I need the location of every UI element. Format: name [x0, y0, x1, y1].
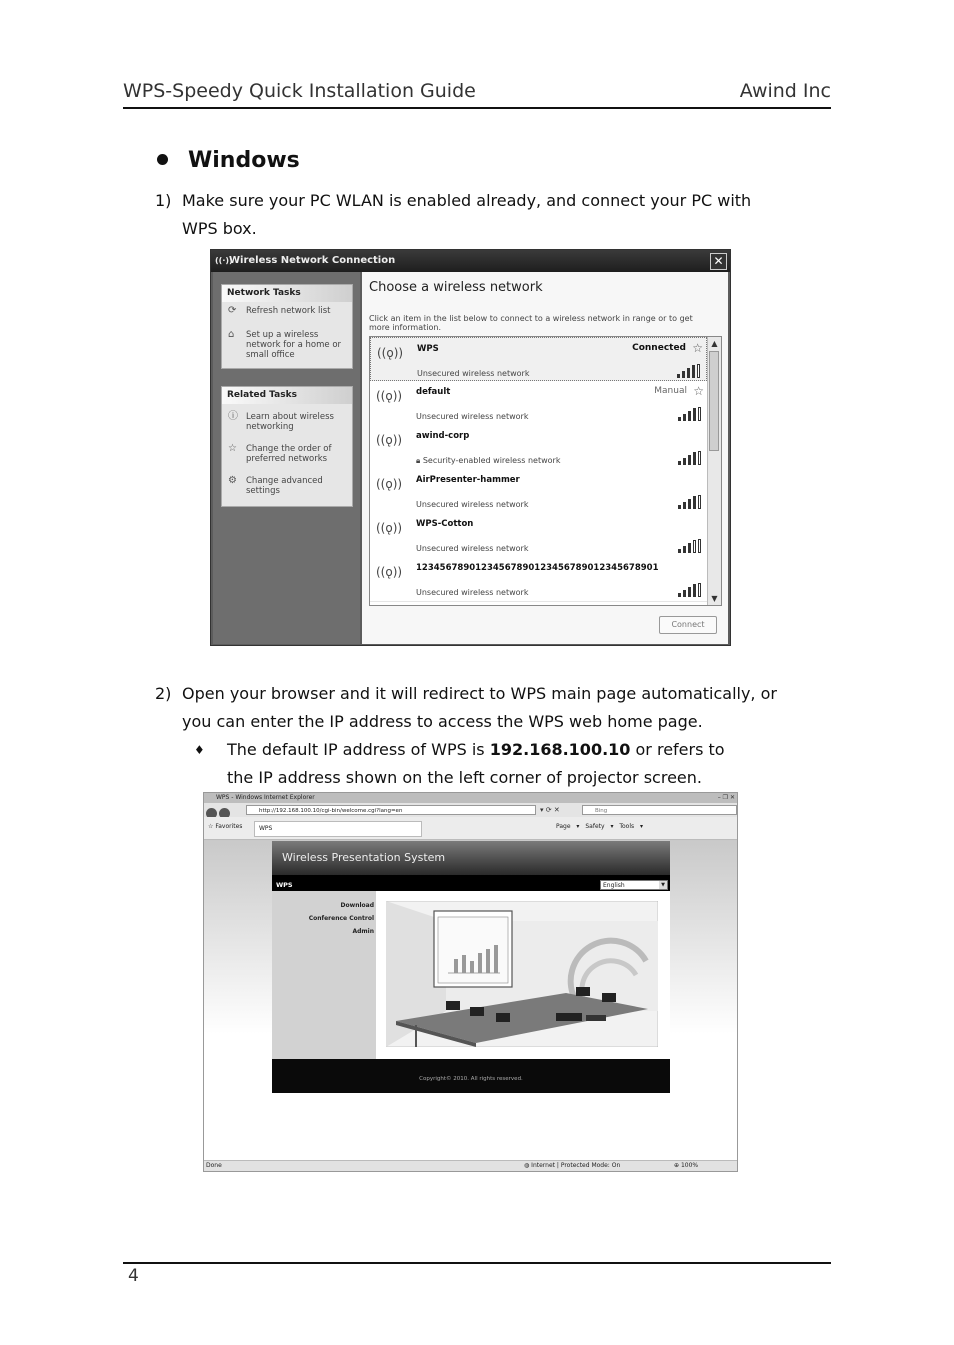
site-banner: Wireless Presentation System — [272, 841, 670, 875]
network-list — [369, 336, 722, 606]
antenna-icon: ((ǫ)) — [377, 346, 404, 360]
network-tasks-panel — [221, 284, 353, 369]
antenna-icon: ((ǫ)) — [376, 433, 403, 447]
signal-strength-icon — [678, 451, 702, 465]
favorites-button[interactable]: ☆ Favorites — [208, 823, 243, 830]
page-number: 4 — [128, 1266, 139, 1286]
network-pane — [362, 272, 728, 644]
window-controls[interactable]: – ❐ ✕ — [717, 794, 735, 801]
dialog-title-bar: ((·)) Wireless Network Connection — [211, 250, 730, 272]
star-icon: ☆ — [228, 443, 237, 454]
browser-window — [203, 792, 738, 1172]
setup-network-icon: ⌂ — [228, 329, 235, 340]
signal-strength-icon — [677, 364, 701, 378]
browser-status-bar: Done ◍ Internet | Protected Mode: On ⊕ 100% — [204, 1160, 737, 1171]
learn-wireless-link[interactable]: ⓘ Learn about wireless networking — [228, 411, 334, 432]
change-advanced-settings-link[interactable]: ⚙ Change advanced settings — [228, 475, 323, 496]
task-pane — [213, 272, 360, 644]
setup-wireless-network-link[interactable]: ⌂ Set up a wireless network for a home or small office — [228, 329, 342, 360]
antenna-icon: ((ǫ)) — [376, 521, 403, 535]
step-2: 2) Open your browser and it will redirect to WPS main page automatically, or you can enter the IP address to access the WPS web home page. — [155, 684, 777, 731]
address-bar[interactable]: http://192.168.100.10/cgi-bin/welcome.cgi?lang=en — [246, 805, 536, 815]
favorites-star-icon: ☆ — [208, 823, 214, 830]
network-item[interactable]: ((ǫ)) AirPresenter-hammer Unsecured wireless network — [370, 469, 707, 514]
language-select[interactable]: English ▼ — [600, 880, 668, 890]
zoom-icon: ⊕ — [674, 1162, 680, 1169]
scroll-up-icon[interactable]: ▲ — [711, 339, 718, 348]
site-main — [376, 891, 670, 1059]
antenna-icon: ((ǫ)) — [376, 389, 403, 403]
header-title: WPS-Speedy Quick Installation Guide — [123, 80, 476, 102]
scroll-down-icon[interactable]: ▼ — [711, 594, 718, 603]
wireless-icon: ((·)) — [215, 256, 233, 265]
network-tasks-header: Network Tasks — [222, 285, 352, 302]
network-item[interactable]: ((ǫ)) 12345678901234567890123456789012345678901 Unsecured wireless network — [370, 557, 707, 602]
browser-tab[interactable]: WPS — [254, 821, 422, 837]
wireless-network-dialog — [210, 249, 731, 646]
site-footer: Copyright© 2010. All rights reserved. — [272, 1059, 670, 1093]
browser-address-row — [204, 803, 737, 817]
globe-icon: ◍ — [524, 1162, 530, 1169]
connect-button[interactable]: Connect — [659, 616, 717, 634]
site-menu — [272, 891, 376, 1059]
refresh-icon: ⟳ — [228, 305, 237, 316]
related-tasks-header: Related Tasks — [222, 387, 352, 404]
close-button[interactable]: ✕ — [710, 253, 727, 270]
preferred-star-icon: ☆ — [692, 341, 703, 355]
refresh-network-list-link[interactable]: ⟳ Refresh network list — [228, 305, 331, 316]
conference-room-illustration — [386, 901, 658, 1047]
refresh-stop-icon[interactable]: ▾ ⟳ ✕ — [540, 806, 560, 814]
header-rule — [123, 107, 831, 109]
browser-viewport — [204, 840, 737, 1163]
info-icon: ⓘ — [228, 411, 238, 422]
default-ip-address: 192.168.100.10 — [489, 740, 631, 759]
footer-rule — [123, 1262, 831, 1264]
signal-strength-icon — [678, 407, 702, 421]
network-item[interactable]: ((ǫ)) WPS-Cotton Unsecured wireless network — [370, 513, 707, 558]
network-list-scrollbar[interactable] — [707, 337, 721, 605]
signal-strength-icon — [678, 583, 702, 597]
command-bar[interactable]: Page ▾ Safety ▾ Tools ▾ — [556, 823, 644, 830]
network-item[interactable]: ((ǫ)) default Unsecured wireless network Manual ☆ — [370, 381, 707, 426]
menu-download[interactable]: Download — [340, 902, 374, 909]
menu-admin[interactable]: Admin — [352, 928, 374, 935]
menu-conference-control[interactable]: Conference Control — [308, 915, 374, 922]
status-zone: ◍ Internet | Protected Mode: On — [524, 1162, 621, 1169]
network-item[interactable]: ((ǫ)) awind-corp 🔒︎ Security-enabled wireless network — [370, 425, 707, 470]
antenna-icon: ((ǫ)) — [376, 477, 403, 491]
chevron-down-icon: ▼ — [659, 881, 667, 889]
site-bar-label: WPS — [272, 879, 670, 891]
wps-web-page — [272, 841, 670, 1093]
section-title: Windows — [157, 148, 300, 173]
choose-network-description: Click an item in the list below to connect to a wireless network in range or to get more information. — [369, 314, 693, 332]
preferred-star-icon: ☆ — [693, 384, 704, 398]
search-box[interactable]: Bing — [582, 805, 737, 815]
nav-buttons — [206, 804, 240, 816]
antenna-icon: ((ǫ)) — [376, 565, 403, 579]
signal-strength-icon — [678, 495, 702, 509]
zoom-control[interactable]: ⊕ 100% — [674, 1162, 699, 1169]
lock-icon-row: 🔒︎ Security-enabled wireless network — [416, 456, 561, 465]
ip-bullet: ♦ The default IP address of WPS is 192.168.100.10 or refers to the IP address shown on the left corner of projector screen. — [194, 736, 754, 792]
change-order-link[interactable]: ☆ Change the order of preferred networks — [228, 443, 332, 464]
signal-strength-icon — [678, 539, 702, 553]
related-tasks-panel — [221, 386, 353, 507]
step-1: 1) Make sure your PC WLAN is enabled already, and connect your PC with WPS box. — [155, 191, 752, 238]
diamond-bullet-icon: ♦ — [194, 743, 205, 757]
scrollbar-thumb[interactable] — [709, 351, 719, 451]
header-company: Awind Inc — [739, 80, 831, 102]
bullet-dot-icon — [157, 154, 168, 165]
favorites-bar — [204, 817, 737, 840]
lock-icon: 🔒︎ — [416, 456, 421, 465]
choose-network-heading: Choose a wireless network — [369, 280, 543, 295]
network-item[interactable]: ((ǫ)) WPS Unsecured wireless network Connected ☆ — [370, 337, 707, 381]
settings-icon: ⚙ — [228, 475, 237, 486]
browser-title-bar: WPS - Windows Internet Explorer — [204, 793, 737, 803]
